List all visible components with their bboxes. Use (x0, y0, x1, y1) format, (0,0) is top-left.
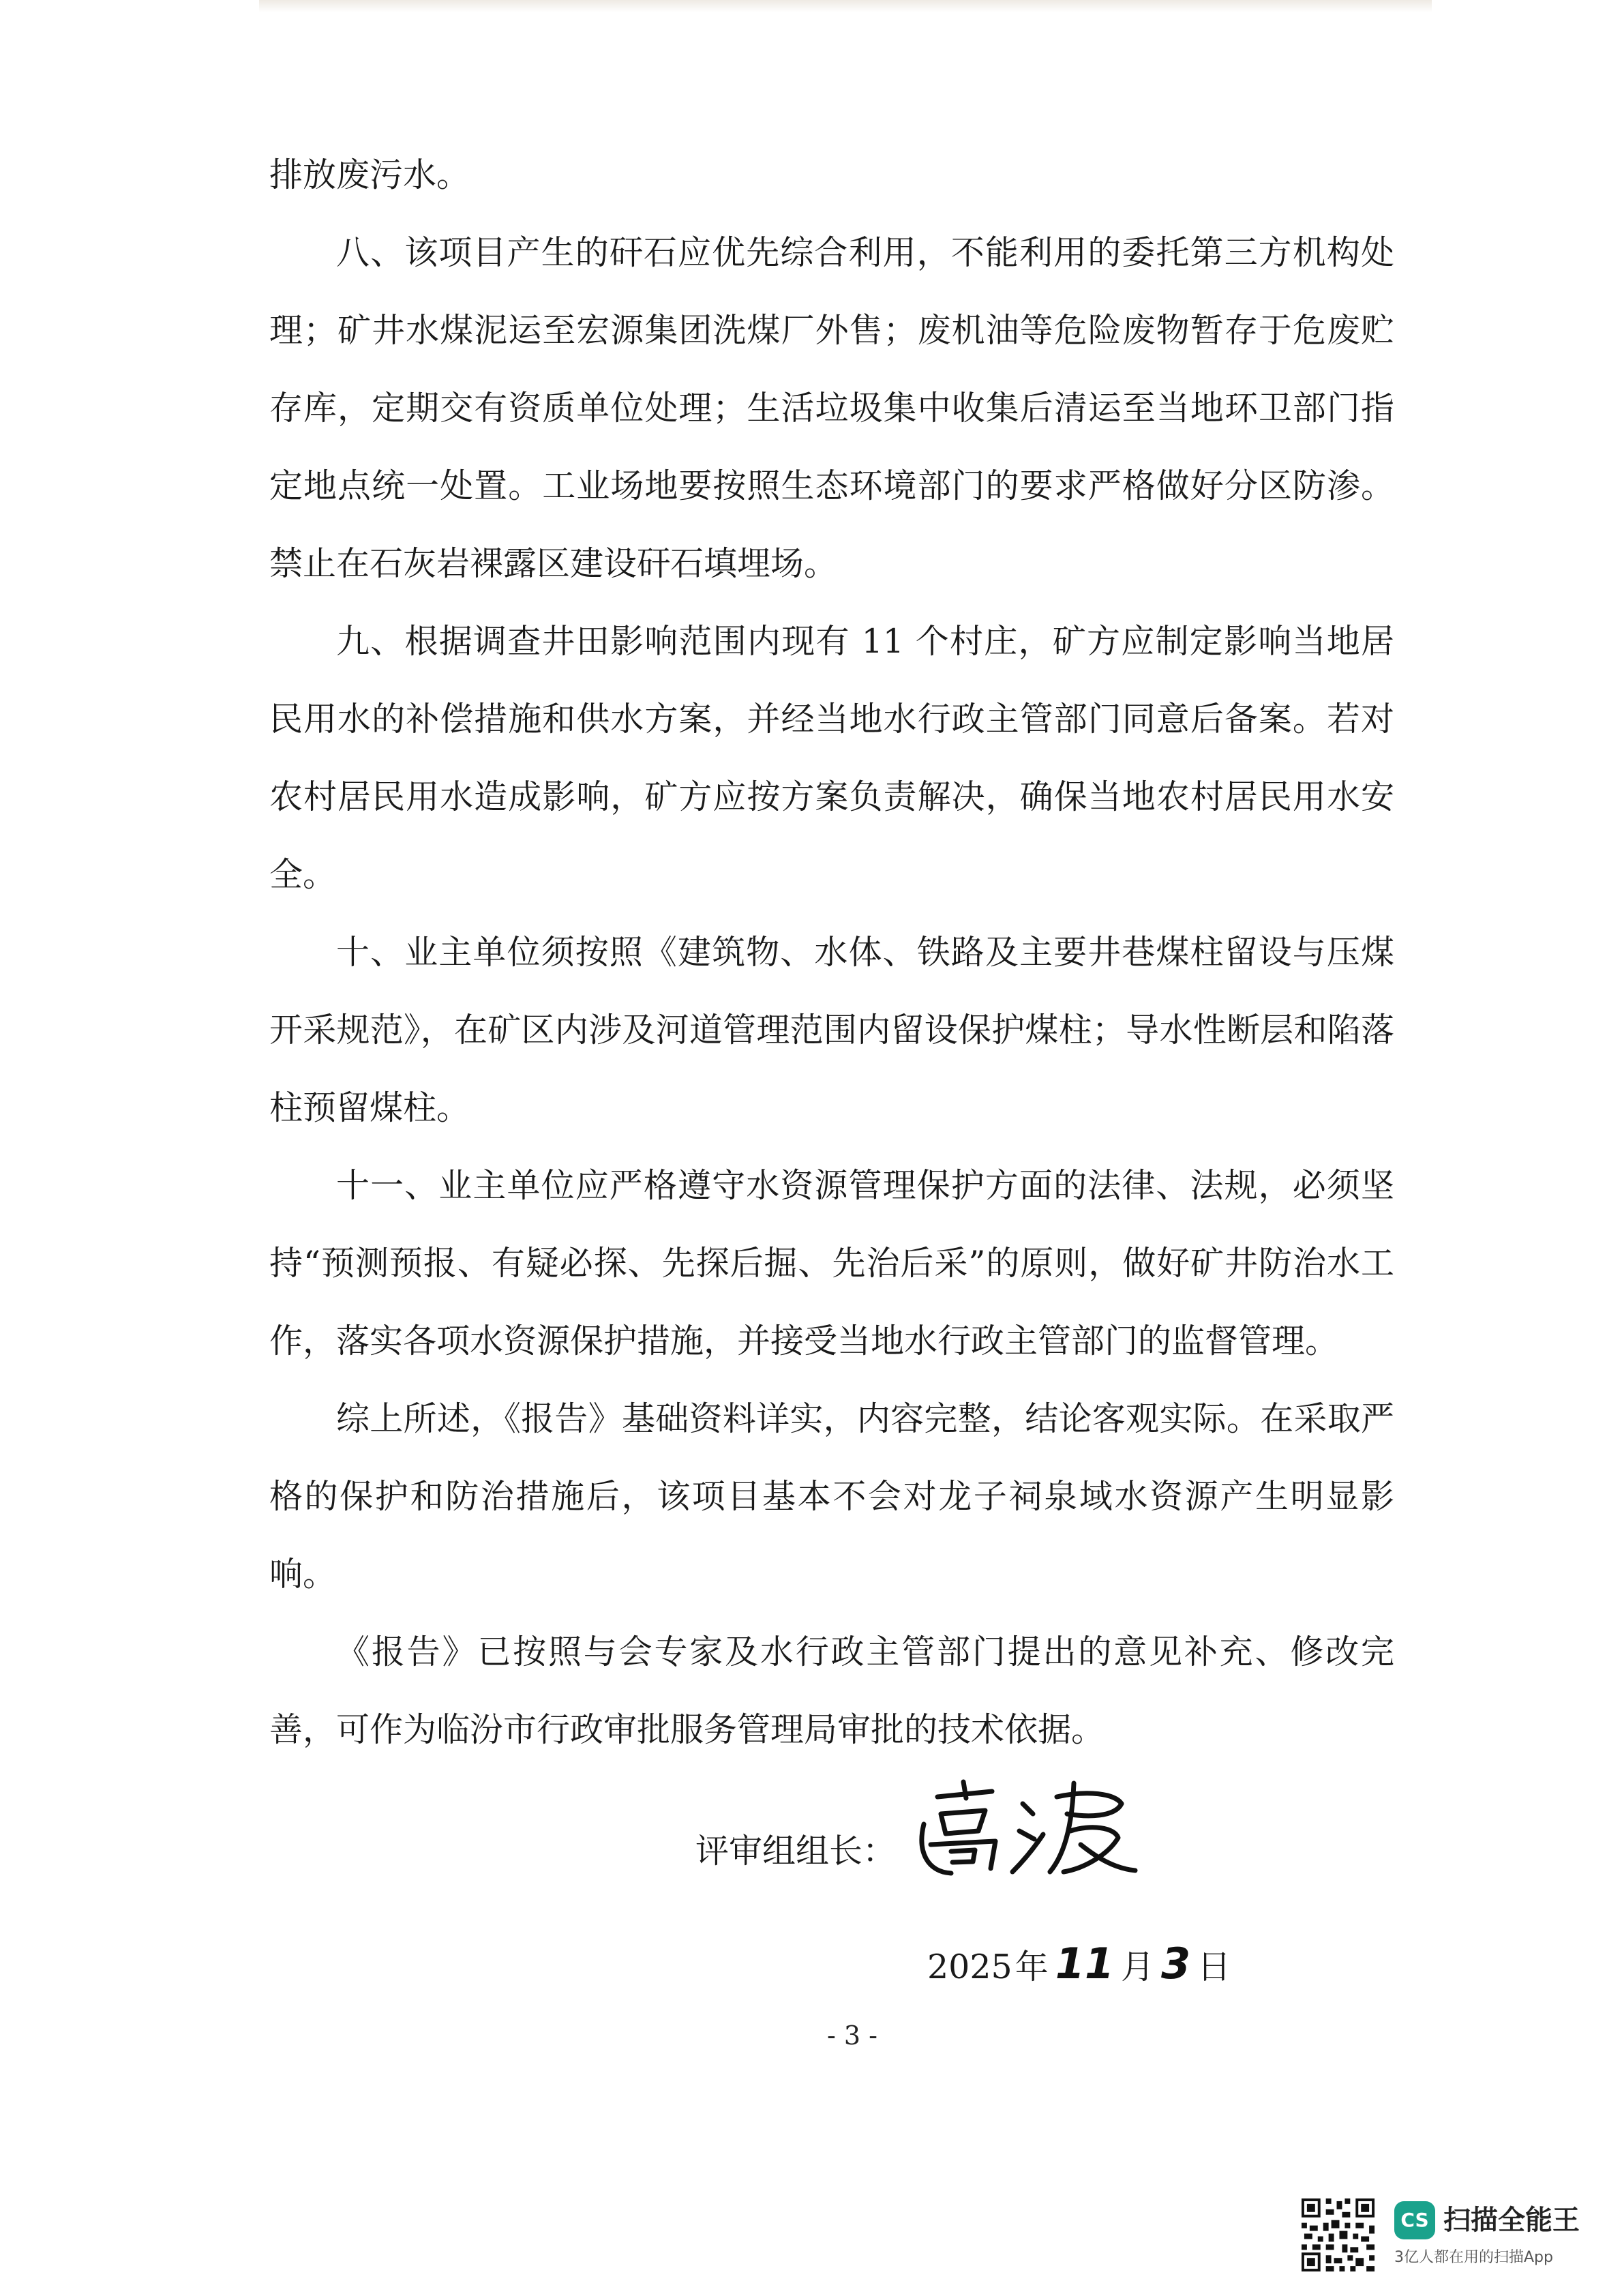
camscanner-logo-icon: CS (1394, 2201, 1435, 2239)
date-month-unit: 月 (1121, 1948, 1155, 1986)
handwritten-signature (910, 1766, 1142, 1879)
date-day: 3 (1161, 1939, 1191, 1988)
page-number: - 3 - (826, 2021, 877, 2051)
watermark-title: 扫描全能王 (1443, 2205, 1580, 2236)
scanner-watermark (1299, 2196, 1599, 2278)
signature-label: 评审组组长： (695, 1832, 897, 1870)
paragraph: 排放废污水。 (269, 155, 470, 194)
date-year: 2025 (927, 1948, 1012, 1986)
watermark-subtitle: 3亿人都在用的扫描App (1394, 2249, 1553, 2266)
paragraph: 十、业主单位须按照《建筑物、水体、铁路及主要井巷煤柱留设与压煤开采规范》，在矿区内涉及河道管理范围内留设保护煤柱；导水性断层和陷落柱预留煤柱。 (269, 933, 1394, 1127)
scan-top-edge (259, 0, 1432, 12)
paragraph: 综上所述，《报告》基础资料详实，内容完整，结论客观实际。在采取严格的保护和防治措施后，该项目基本不会对龙子祠泉域水资源产生明显影响。 (269, 1399, 1394, 1594)
paragraph: 九、根据调查井田影响范围内现有 11 个村庄，矿方应制定影响当地居民用水的补偿措施和供水方案，并经当地水行政主管部门同意后备案。若对农村居民用水造成影响，矿方应按方案负责解决，确保当地农村居民用水安全。 (269, 622, 1394, 894)
date-year-unit: 年 (1015, 1948, 1049, 1986)
paragraph: 十一、业主单位应严格遵守水资源管理保护方面的法律、法规，必须坚持“预测预报、有疑必探、先探后掘、先治后采”的原则，做好矿井防治水工作，落实各项水资源保护措施，并接受当地水行政主管部门的监督管理。 (269, 1166, 1394, 1360)
paragraph: 八、该项目产生的矸石应优先综合利用，不能利用的委托第三方机构处理；矿井水煤泥运至宏源集团洗煤厂外售；废机油等危险废物暂存于危废贮存库，定期交有资质单位处理；生活垃圾集中收集后清运至当地环卫部门指定地点统一处置。工业场地要按照生态环境部门的要求严格做好分区防渗。禁止在石灰岩裸露区建设矸石填埋场。 (269, 233, 1394, 583)
paragraph: 《报告》已按照与会专家及水行政主管部门提出的意见补充、修改完善，可作为临汾市行政审批服务管理局审批的技术依据。 (269, 1632, 1394, 1749)
document-body (269, 136, 1394, 1769)
date-day-unit: 日 (1197, 1948, 1231, 1986)
qr-code-icon (1299, 2196, 1377, 2274)
date-line (927, 1937, 1231, 1995)
signature-name-text: 高波 (910, 1766, 933, 1779)
date-month: 11 (1055, 1939, 1114, 1988)
